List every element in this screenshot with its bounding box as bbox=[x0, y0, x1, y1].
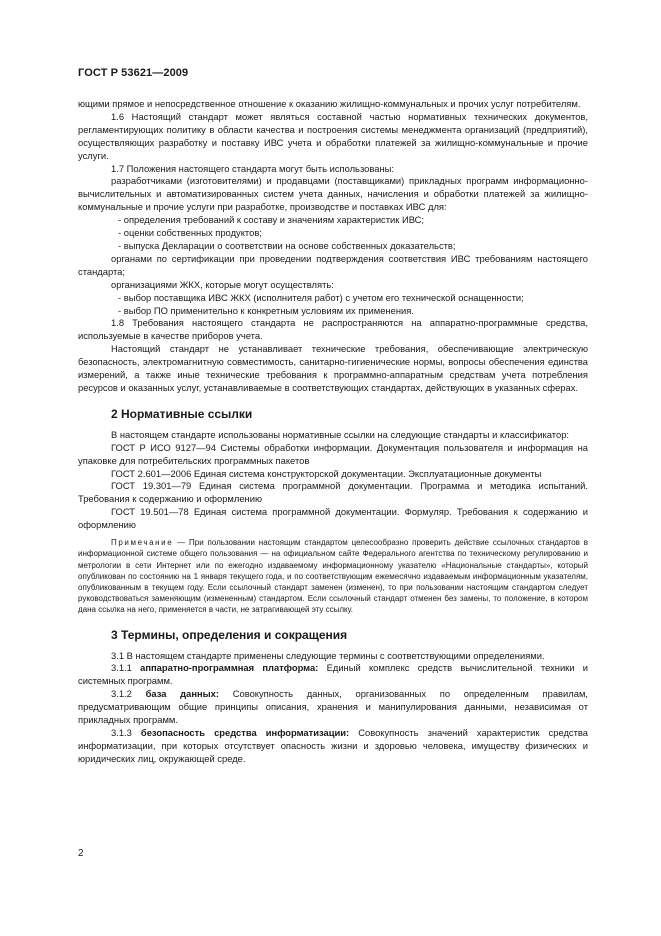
paragraph-organizations: организациями ЖКХ, которые могут осуществлять: bbox=[111, 278, 334, 290]
list-item: - выбор поставщика ИВС ЖКХ (исполнителя работ) с учетом его технической оснащенности; bbox=[118, 291, 524, 303]
reference-item: ГОСТ 19.501—78 Единая система программной документации. Формуляр. Требования к содержанию и оформлению bbox=[78, 506, 588, 531]
reference-item: ГОСТ 19.301—79 Единая система программной документации. Программа и методика испытаний. Требования к содержанию и оформлению bbox=[78, 480, 588, 505]
paragraph-1-8: 1.8 Требования настоящего стандарта не распространяются на аппаратно-программные средства, используемые в качестве приборов учета. bbox=[78, 317, 588, 342]
paragraph-developers: разработчиками (изготовителями) и продавцами (поставщиками) прикладных программ информационно-вычислительных и автоматизированных систем учета данных, начисления и обработки платежей за жилищно-коммунальные и прочие услуги при разработке, производстве и поставках ИВС для: bbox=[78, 175, 588, 213]
term-name: база данных: bbox=[145, 688, 219, 700]
term-number: 3.1.1 bbox=[111, 662, 132, 674]
term-text: Единый комплекс средств вычислительной техники и системных программ. bbox=[78, 662, 589, 687]
section-3-heading: 3 Термины, определения и сокращения bbox=[111, 627, 348, 642]
page-number: 2 bbox=[78, 848, 84, 859]
reference-item: ГОСТ 2.601—2006 Единая система конструкторской документации. Эксплуатационные документы bbox=[111, 467, 542, 479]
paragraph: ющими прямое и непосредственное отношение к оказанию жилищно-коммунальных и прочих услуг потребителям. bbox=[78, 98, 581, 109]
term-number: 3.1.2 bbox=[111, 688, 132, 700]
reference-item: ГОСТ Р ИСО 9127—94 Системы обработки информации. Документация пользователя и информация на упаковке для потребительских программных пакетов bbox=[78, 441, 588, 466]
section-2-heading: 2 Нормативные ссылки bbox=[111, 406, 253, 421]
term-number: 3.1.3 bbox=[111, 726, 132, 738]
paragraph-1-6: 1.6 Настоящий стандарт может являться составной частью нормативных технических документов, регламентирующих политику в области качества и построения системы менеджмента организаций (предприятий), осуществляющих разработку и поставку ИВС учета и обработки платежей за жилищно-коммунальные и прочие услуги. bbox=[78, 110, 588, 161]
term-name: аппаратно-программная платформа: bbox=[140, 662, 319, 674]
section-2-intro: В настоящем стандарте использованы нормативные ссылки на следующие стандарты и классификатор: bbox=[111, 428, 570, 440]
term-name: безопасность средства информатизации: bbox=[140, 726, 350, 738]
term-text: Совокупность значений характеристик средства информатизации, при которых отсутствует опасность жизни и здоровью человека, имуществу физических и юридических лиц, окружающей среде. bbox=[78, 726, 588, 764]
note-label: Примечание bbox=[111, 538, 174, 548]
note bbox=[78, 537, 588, 615]
term-text: Совокупность данных, организованных по определенным правилам, предусматривающим общие принципы описания, хранения и манипулирования данными, независимая от прикладных программ. bbox=[78, 688, 589, 726]
term-definition bbox=[78, 727, 588, 766]
paragraph-certification: органами по сертификации при проведении подтверждения соответствия ИВС требованиям настоящего стандарта; bbox=[78, 252, 588, 277]
term-definition bbox=[78, 662, 588, 688]
paragraph-1-7: 1.7 Положения настоящего стандарта могут быть использованы: bbox=[111, 162, 394, 174]
section-3-intro: 3.1 В настоящем стандарте применены следующие термины с соответствующими определениями. bbox=[111, 649, 545, 661]
list-item: - выпуска Декларации о соответствии на основе собственных доказательств; bbox=[118, 239, 456, 251]
list-item: - определения требований к составу и значениям характеристик ИВС; bbox=[118, 214, 425, 226]
paragraph-technical: Настоящий стандарт не устанавливает технические требования, обеспечивающие электрическую безопасность, электромагнитную совместимость, санитарно-гигиенические нормы, вопросы обеспечения единства измерений, а также иные технические требования к программно-аппаратным средствам учета потребления ресурсов и оказанных услуг, устанавливаемые в соответствующих стандартах, действующих в указанных сферах. bbox=[78, 343, 588, 393]
note-text: — При пользовании настоящим стандартом целесообразно проверить действие ссылочных стандартов в информационной системе общего пользования — на официальном сайте Федерального агентства по техническому регулированию и метрологии в сети Интернет или по ежегодно издаваемому информационному указателю «Национальные стандарты», который опубликован по состоянию на 1 января текущего года, и по соответствующим ежемесячно издаваемым информационным указателям, опубликованным в текущем году. Если ссылочный стандарт заменен (изменен), то при пользовании настоящим стандартом следует руководствоваться заменяющим (измененным) стандартом. Если ссылочный стандарт отменен без замены, то положение, в котором дана ссылка на него, применяется в части, не затрагивающей эту ссылку. bbox=[78, 538, 588, 615]
term-definition bbox=[78, 688, 588, 727]
document-body bbox=[78, 98, 588, 766]
page-header: ГОСТ Р 53621—2009 bbox=[78, 67, 189, 79]
list-item: - оценки собственных продуктов; bbox=[118, 227, 262, 239]
list-item: - выбор ПО применительно к конкретным условиям их применения. bbox=[118, 304, 414, 316]
